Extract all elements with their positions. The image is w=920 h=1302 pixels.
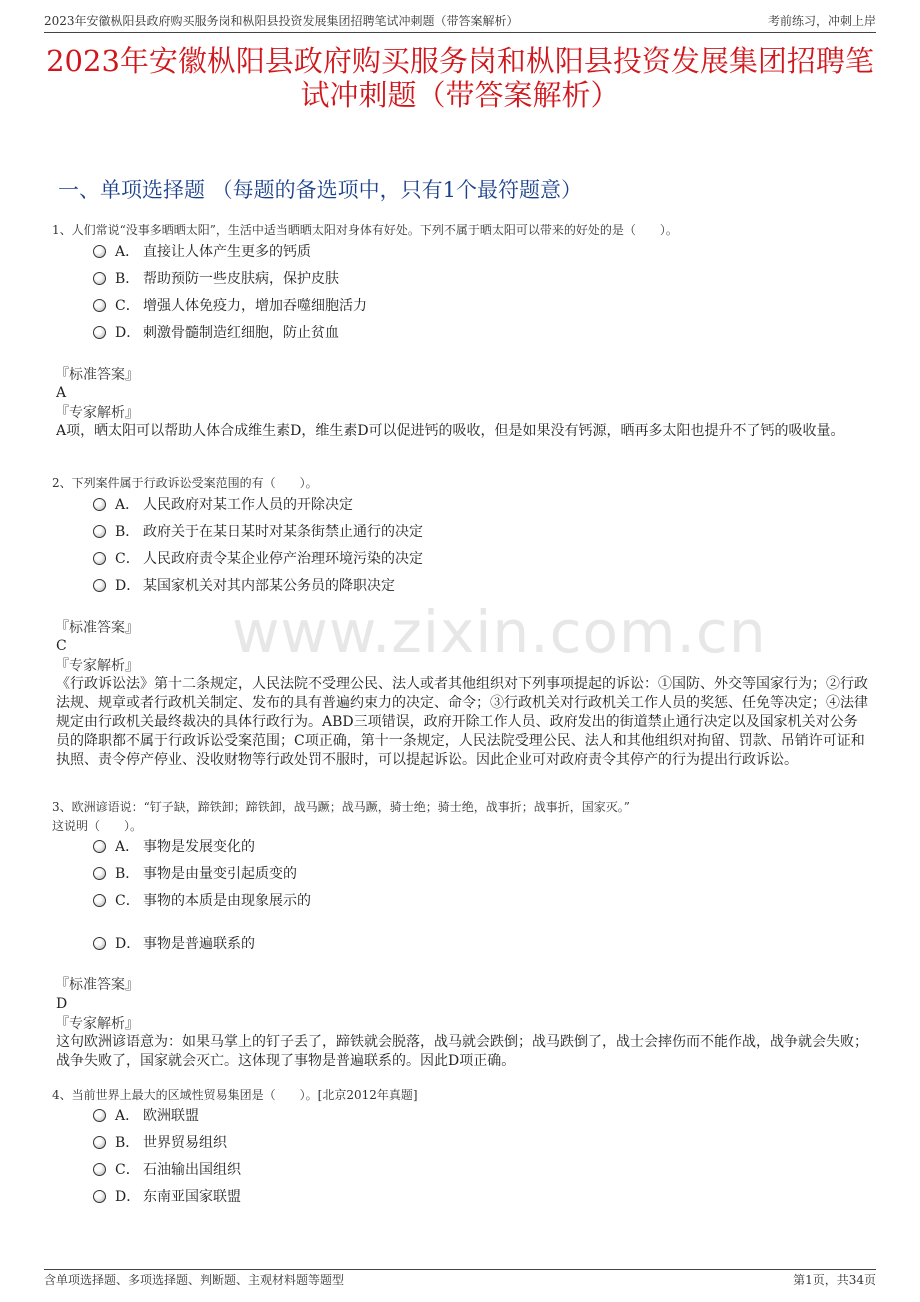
option-4d[interactable]: D． 东南亚国家联盟	[93, 1186, 241, 1208]
footer-question-types: 含单项选择题、多项选择题、判断题、主观材料题等题型	[44, 1273, 345, 1287]
section-title: 一、单项选择题 （每题的备选项中，只有1个最符题意）	[58, 178, 583, 202]
radio-icon[interactable]	[93, 272, 106, 285]
analysis-label-2: 『专家解析』	[55, 658, 139, 674]
watermark: www.zixin.com.cn	[232, 598, 767, 666]
radio-icon[interactable]	[93, 1190, 106, 1203]
option-2b[interactable]: B． 政府关于在某日某时对某条街禁止通行的决定	[93, 521, 423, 543]
option-3d[interactable]: D． 事物是普遍联系的	[93, 933, 255, 955]
answer-label-1: 『标准答案』	[55, 367, 139, 383]
option-2d[interactable]: D． 某国家机关对其内部某公务员的降职决定	[93, 575, 395, 597]
option-3a[interactable]: A． 事物是发展变化的	[93, 836, 255, 858]
page-number: 第1页，共34页	[793, 1273, 876, 1287]
radio-icon[interactable]	[93, 867, 106, 880]
option-4c[interactable]: C． 石油输出国组织	[93, 1159, 241, 1181]
analysis-label-3: 『专家解析』	[55, 1016, 139, 1032]
question-stem-2: 2、下列案件属于行政诉讼受案范围的有（ ）。	[52, 476, 318, 490]
radio-icon[interactable]	[93, 937, 106, 950]
question-stem-1: 1、人们常说“没事多晒晒太阳”，生活中适当晒晒太阳对身体有好处。下列不属于晒太阳可以带来的好处的是（ ）。	[52, 223, 678, 237]
option-3c[interactable]: C． 事物的本质是由现象展示的	[93, 890, 311, 912]
option-1b[interactable]: B． 帮助预防一些皮肤病，保护皮肤	[93, 268, 339, 290]
radio-icon[interactable]	[93, 579, 106, 592]
radio-icon[interactable]	[93, 498, 106, 511]
radio-icon[interactable]	[93, 299, 106, 312]
radio-icon[interactable]	[93, 245, 106, 258]
question-stem-3-continued: 这说明（ ）。	[52, 819, 143, 833]
radio-icon[interactable]	[93, 552, 106, 565]
page-title: 2023年安徽枞阳县政府购买服务岗和枞阳县投资发展集团招聘笔试冲刺题（带答案解析）	[46, 44, 874, 112]
radio-icon[interactable]	[93, 326, 106, 339]
option-1d[interactable]: D． 刺激骨髓制造红细胞，防止贫血	[93, 322, 339, 344]
radio-icon[interactable]	[93, 525, 106, 538]
option-4a[interactable]: A． 欧洲联盟	[93, 1105, 199, 1127]
analysis-text-3: 这句欧洲谚语意为：如果马掌上的钉子丢了，蹄铁就会脱落，战马就会跌倒；战马跌倒了，战士会摔伤而不能作战，战争就会失败；战争失败了，国家就会灭亡。这体现了事物是普遍联系的。因此D项正确。	[56, 1034, 868, 1069]
answer-label-2: 『标准答案』	[55, 620, 139, 636]
answer-label-3: 『标准答案』	[55, 977, 139, 993]
option-1c[interactable]: C． 增强人体免疫力，增加吞噬细胞活力	[93, 295, 367, 317]
analysis-label-1: 『专家解析』	[55, 405, 139, 421]
option-1a[interactable]: A． 直接让人体产生更多的钙质	[93, 241, 311, 263]
question-stem-3: 3、欧洲谚语说：“钉子缺，蹄铁卸；蹄铁卸，战马蹶；战马蹶，骑士绝；骑士绝，战事折；战事折，国家灭。”	[52, 800, 630, 814]
radio-icon[interactable]	[93, 894, 106, 907]
answer-value-1: A	[56, 385, 67, 401]
radio-icon[interactable]	[93, 1136, 106, 1149]
answer-value-2: C	[56, 638, 67, 654]
option-2a[interactable]: A． 人民政府对某工作人员的开除决定	[93, 494, 353, 516]
radio-icon[interactable]	[93, 840, 106, 853]
radio-icon[interactable]	[93, 1109, 106, 1122]
analysis-text-1: A项，晒太阳可以帮助人体合成维生素D，维生素D可以促进钙的吸收，但是如果没有钙源，晒再多太阳也提升不了钙的吸收量。	[56, 423, 845, 439]
radio-icon[interactable]	[93, 1163, 106, 1176]
answer-value-3: D	[56, 996, 68, 1012]
option-3b[interactable]: B． 事物是由量变引起质变的	[93, 863, 297, 885]
option-4b[interactable]: B． 世界贸易组织	[93, 1132, 227, 1154]
header-doc-title: 2023年安徽枞阳县政府购买服务岗和枞阳县投资发展集团招聘笔试冲刺题（带答案解析）	[44, 14, 519, 28]
question-stem-4: 4、当前世界上最大的区域性贸易集团是（ ）。[北京2012年真题]	[52, 1088, 418, 1102]
option-2c[interactable]: C． 人民政府责令某企业停产治理环境污染的决定	[93, 548, 423, 570]
page-footer	[44, 1269, 876, 1290]
page-header	[44, 10, 876, 33]
header-slogan: 考前练习，冲刺上岸	[767, 14, 876, 28]
analysis-text-2: 《行政诉讼法》第十二条规定，人民法院不受理公民、法人或者其他组织对下列事项提起的诉讼：①国防、外交等国家行为；②行政法规、规章或者行政机关制定、发布的具有普遍约束力的决定、命令；③行政机关对行政机关工作人员的奖惩、任免等决定；④法律规定由行政机关最终裁决的具体行政行为。ABD三项错误，政府开除工作人员、政府发出的街道禁止通行决定以及国家机关对公务员的降职都不属于行政诉讼受案范围；C项正确，第十一条规定，人民法院受理公民、法人和其他组织对拘留、罚款、吊销许可证和执照、责令停产停业、没收财物等行政处罚不服时，可以提起诉讼。因此企业可对政府责令其停产的行为提出行政诉讼。	[56, 676, 868, 768]
